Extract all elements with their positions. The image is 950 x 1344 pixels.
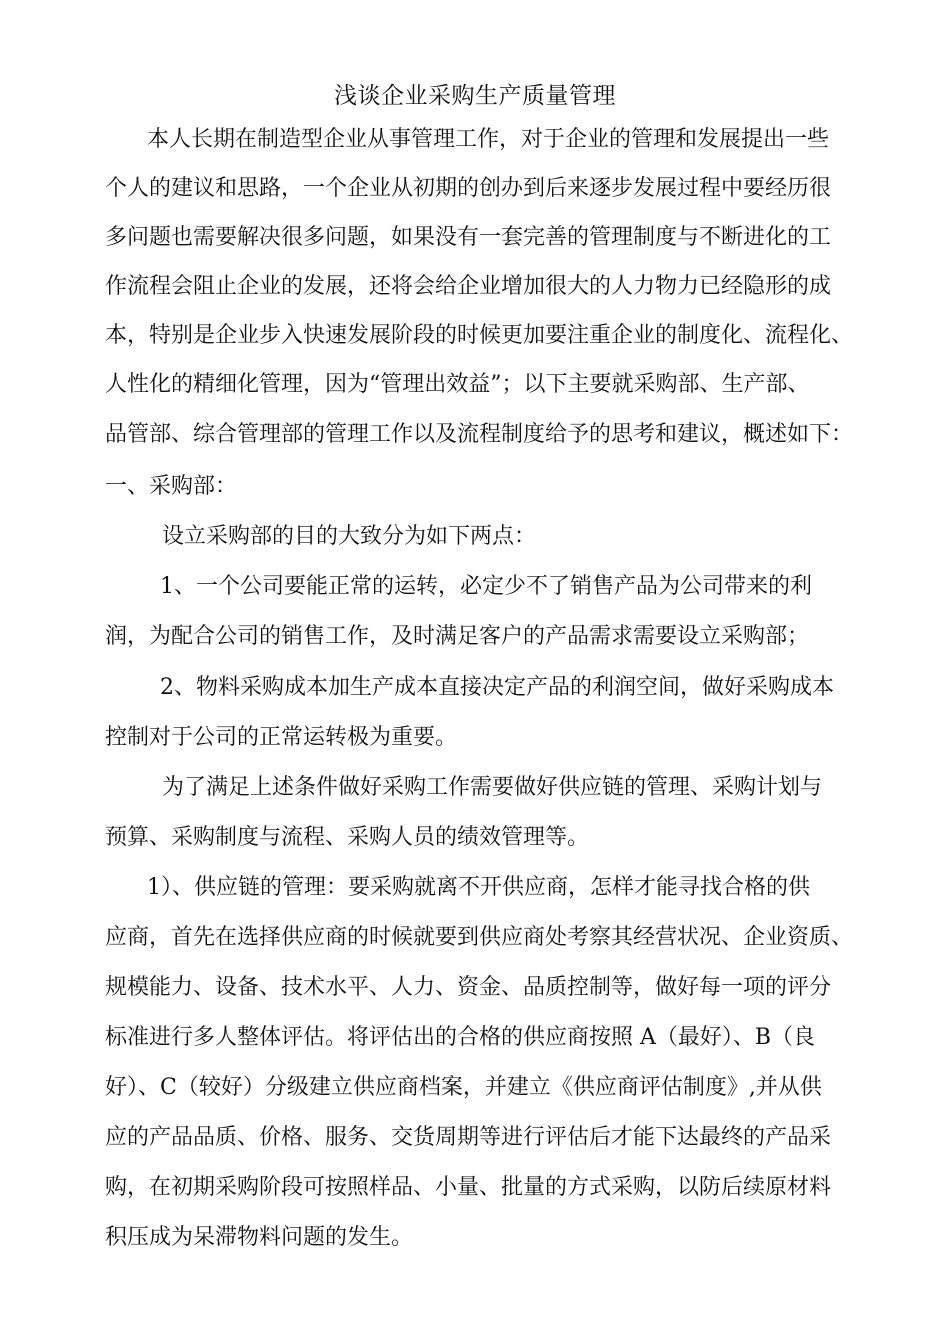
list-item-line: 2、物料采购成本加生产成本直接决定产品的利润空间，做好采购成本 [160, 675, 834, 700]
paragraph-line: 作流程会阻止企业的发展，还将会给企业增加很大的人力物力已经隐形的成 [105, 274, 832, 299]
paragraph-line: 人性化的精细化管理，因为“管理出效益”；以下主要就采购部、生产部、 [105, 372, 810, 397]
paragraph-line: 1）、供应链的管理：要采购就离不开供应商，怎样才能寻找合格的供 [147, 875, 810, 900]
paragraph-line: 多问题也需要解决很多问题，如果没有一套完善的管理制度与不断进化的工 [105, 225, 832, 250]
paragraph-line: 为了满足上述条件做好采购工作需要做好供应链的管理、采购计划与 [162, 775, 823, 800]
list-item-line: 润，为配合公司的销售工作，及时满足客户的产品需求需要设立采购部； [105, 624, 810, 649]
section-heading: 一、采购部： [105, 474, 238, 499]
paragraph-line: 本人长期在制造型企业从事管理工作，对于企业的管理和发展提出一些 [147, 127, 830, 152]
paragraph-line: 好）、C（较好）分级建立供应商档案，并建立《供应商评估制度》,并从供 [105, 1075, 822, 1100]
paragraph-line: 标准进行多人整体评估。将评估出的合格的供应商按照 A（最好）、B（良 [105, 1025, 816, 1050]
paragraph-line: 应商，首先在选择供应商的时候就要到供应商处考察其经营状况、企业资质、 [105, 925, 854, 950]
paragraph-line: 个人的建议和思路，一个企业从初期的创办到后来逐步发展过程中要经历很 [105, 176, 832, 201]
paragraph-line: 积压成为呆滞物料问题的发生。 [105, 1225, 414, 1250]
paragraph-line: 本，特别是企业步入快速发展阶段的时候更加要注重企业的制度化、流程化、 [105, 323, 854, 348]
paragraph-line: 品管部、综合管理部的管理工作以及流程制度给予的思考和建议，概述如下： [105, 422, 854, 447]
paragraph-line: 规模能力、设备、技术水平、人力、资金、品质控制等，做好每一项的评分 [105, 975, 832, 1000]
list-item-line: 1、一个公司要能正常的运转，必定少不了销售产品为公司带来的利 [160, 574, 812, 599]
document-title: 浅谈企业采购生产质量管理 [334, 83, 616, 109]
paragraph-line: 应的产品品质、价格、服务、交货周期等进行评估后才能下达最终的产品采 [105, 1125, 832, 1150]
paragraph-line: 预算、采购制度与流程、采购人员的绩效管理等。 [105, 825, 590, 850]
paragraph-line: 设立采购部的目的大致分为如下两点： [162, 524, 537, 549]
paragraph-line: 购，在初期采购阶段可按照样品、小量、批量的方式采购，以防后续原材料 [105, 1175, 832, 1200]
list-item-line: 控制对于公司的正常运转极为重要。 [105, 725, 458, 750]
